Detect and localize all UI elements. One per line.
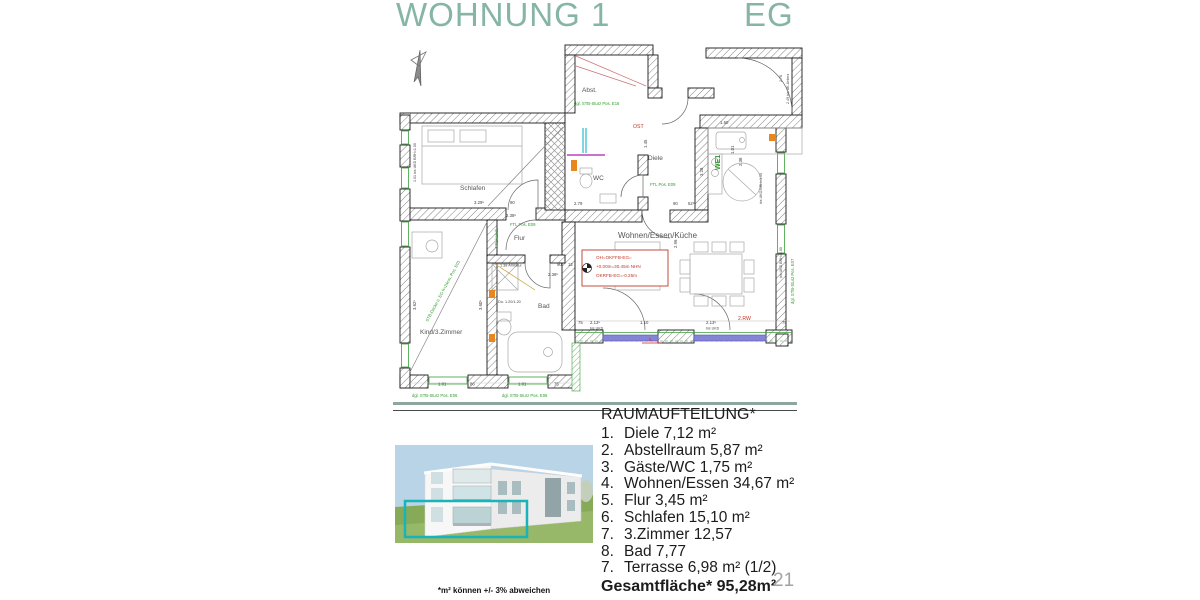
- dim: 1.01: [438, 381, 447, 387]
- dim: 2.38⁵: [506, 213, 517, 218]
- dim: 75: [554, 381, 559, 387]
- note-ftl-kandt: FTL kandt.: [494, 228, 499, 248]
- building-render: [395, 445, 593, 543]
- dim: bis UKD BRH=1.00: [779, 247, 783, 278]
- building-side-face: [491, 469, 581, 529]
- dim: 52⁵: [688, 201, 695, 206]
- red-annotations: [576, 56, 668, 343]
- dim: 2.13⁵: [706, 320, 717, 325]
- dim: 90: [673, 201, 678, 206]
- level-line1: OH=OKFFB-EG=: [596, 255, 632, 260]
- shaft-wall: [545, 123, 565, 210]
- dim: 2.13⁵: [590, 320, 601, 325]
- note-decke: STB-Decke ü. EG h=24cm, Pos. E01: [424, 259, 462, 323]
- room-label-schlafen: Schlafen: [460, 185, 486, 192]
- we1-label: WE1: [715, 154, 722, 170]
- note-sturz-e06a: dgl. STB-Sturz Pos. E06: [412, 393, 458, 398]
- dim: 1.38 Armatur: [500, 263, 522, 268]
- note-sturz-e07: dgl. STB-Sturz Pos. E07: [790, 258, 795, 304]
- six-label: 6: [649, 337, 652, 342]
- total-area: Gesamtfläche* 95,28m²: [601, 578, 777, 596]
- list-item: 8. Bad 7,77: [601, 542, 687, 560]
- dim: 1.10: [640, 320, 649, 325]
- list-item: 7. Terrasse 6,98 m² (1/2): [601, 559, 777, 577]
- note-ftl-e09a: FTL Pos. E09: [650, 182, 676, 187]
- room-list-heading: RAUMAUFTEILUNG*: [601, 406, 756, 423]
- page-title: WOHNUNG 1: [396, 0, 611, 33]
- dim: 1.01: [518, 381, 527, 387]
- dim: 2.78: [779, 75, 783, 82]
- dim: 3.28: [699, 167, 704, 176]
- list-item: 2. Abstellraum 5,87 m²: [601, 441, 763, 459]
- list-item: 5. Flur 3,45 m²: [601, 492, 708, 510]
- dim: 3.60⁵: [478, 299, 483, 310]
- dim: 1.45: [643, 139, 648, 148]
- dim: 90: [510, 200, 515, 205]
- dim: 2.38⁵: [548, 272, 559, 277]
- dim: 2.79: [574, 201, 583, 206]
- dim: 75: [578, 320, 583, 325]
- floor-plan: [390, 42, 810, 404]
- note-sturz-e06b: dgl. STB-Sturz Pos. E06: [502, 393, 548, 398]
- list-item: 3. Gäste/WC 1,75 m²: [601, 458, 753, 476]
- dim: 2.38: [738, 157, 743, 166]
- floor-label: EG: [744, 0, 794, 33]
- room-label-diele: Diele: [648, 155, 663, 162]
- dim: bis UKO BRH=1.50: [759, 172, 763, 204]
- rw-label: 2.RW: [738, 316, 751, 322]
- room-list: [601, 406, 821, 595]
- dim: 1.01 bis UKD BRH=1.00: [413, 143, 417, 182]
- list-item: 1. Diele 7,12 m²: [601, 425, 717, 442]
- page-number: 21: [773, 570, 795, 591]
- terrace-side-wall: [572, 343, 580, 391]
- level-line3: OKRFB-EG=-0.25m: [596, 273, 637, 278]
- dim: 86: [470, 381, 475, 387]
- level-line2: +0.00m=30.45m NHN: [596, 264, 641, 269]
- dim: bis UKD: [590, 326, 604, 331]
- list-item: 7. 3.Zimmer 12,57: [601, 525, 733, 543]
- room-label-wc: WC: [593, 175, 604, 182]
- dim: Du. 1.20/1.20: [498, 300, 521, 304]
- north-arrow-icon: [411, 50, 426, 86]
- note-sturz-e16: dgl. STB-Sturz Pos. E16: [574, 101, 620, 106]
- room-label-abst: Abst.: [582, 87, 597, 94]
- list-item: 6. Schlafen 15,10 m²: [601, 508, 750, 526]
- dim: bis UKD: [706, 326, 720, 331]
- dim: 2.49 bis UK-Unterz: [786, 73, 790, 104]
- note-ftl-e09b: FTL Pos. E09: [510, 222, 536, 227]
- ost-label: OST: [633, 124, 644, 130]
- dim: 1.50: [720, 120, 729, 125]
- room-label-wohnen: Wohnen/Essen/Küche: [618, 231, 698, 240]
- dim: 1.01: [730, 145, 735, 154]
- dim: 90: [557, 262, 562, 267]
- dim: 2.96: [673, 239, 678, 248]
- room-label-flur: Flur: [514, 235, 526, 242]
- list-item: 4. Wohnen/Essen 34,67 m²: [601, 475, 795, 493]
- room-label-bad: Bad: [538, 303, 550, 310]
- dim: 3.62⁵: [412, 299, 417, 310]
- dim: 12: [568, 262, 573, 267]
- floor-plan-drawing: [390, 42, 810, 404]
- terrace-window-bar: [694, 335, 766, 341]
- dim: 3.29⁵: [474, 200, 485, 205]
- footnote: *m² können +/- 3% abweichen: [437, 586, 551, 595]
- dim: 75: [782, 320, 787, 325]
- room-label-kind: Kind/3.Zimmer: [420, 329, 463, 336]
- front-balconies: [431, 469, 491, 526]
